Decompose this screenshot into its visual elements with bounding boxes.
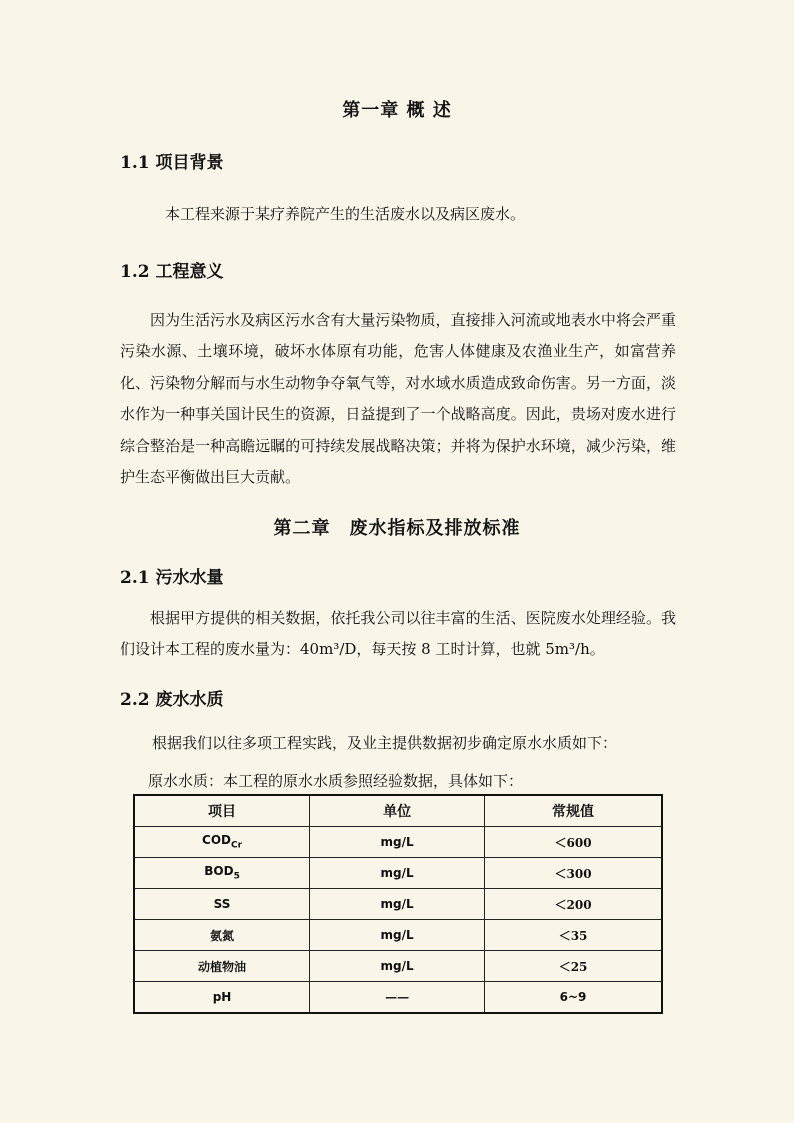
cell-value: 6~9 [485,982,662,1014]
section-1-2-title: 1.2 工程意义 [120,262,224,282]
table-row [134,951,662,982]
cell-unit: mg/L [310,889,485,920]
cell-unit: mg/L [310,858,485,889]
cell-value: ＜200 [485,889,662,920]
item-subscript: 5 [233,871,240,882]
section-2-1-title: 2.1 污水水量 [120,568,224,588]
table-row [134,827,662,858]
cell-unit: mg/L [310,951,485,982]
item-subscript: Cr [231,840,243,851]
section-2-1-paragraph [120,603,676,666]
section-1-2-paragraph [120,305,676,493]
cell-value: ＜300 [485,858,662,889]
cell-item: 动植物油 [134,951,310,982]
section-2-2-title: 2.2 废水水质 [120,690,224,710]
item-name: BOD [204,864,234,879]
cell-value: ＜600 [485,827,662,858]
section-1-1-text: 本工程来源于某疗养院产生的生活废水以及病区废水。 [165,205,526,223]
cell-item: pH [134,982,310,1014]
cell-unit: mg/L [310,827,485,858]
section-2-2-text: 根据我们以往多项工程实践，及业主提供数据初步确定原水水质如下： [152,734,618,752]
cell-unit: —— [310,982,485,1014]
cell-unit: mg/L [310,920,485,951]
chapter-1-title: 第一章 概 述 [342,100,452,121]
cell-item [134,858,310,889]
section-1-1-title: 1.1 项目背景 [120,153,224,173]
item-name: COD [202,833,231,848]
cell-value: ＜35 [485,920,662,951]
cell-item: SS [134,889,310,920]
section-2-1-text: 根据甲方提供的相关数据，依托我公司以往丰富的生活、医院废水处理经验。我们设计本工程的废水量为：40m³/D，每天按 8 工时计算，也就 5m³/h。 [120,609,676,659]
table-header-row [134,795,662,827]
header-unit: 单位 [310,795,485,827]
table-row [134,920,662,951]
cell-item: 氨氮 [134,920,310,951]
header-item: 项目 [134,795,310,827]
chapter-2-title: 第二章 废水指标及排放标准 [273,518,521,539]
section-1-2-text: 因为生活污水及病区污水含有大量污染物质，直接排入河流或地表水中将会严重污染水源、土壤环境，破坏水体原有功能，危害人体健康及农渔业生产，如富营养化、污染物分解而与水生动物争夺氧气等，对水域水质造成致命伤害。另一方面，淡水作为一种事关国计民生的资源，日益提到了一个战略高度。因此，贵场对废水进行综合整治是一种高瞻远瞩的可持续发展战略决策；并将为保护水环境，减少污染，维护生态平衡做出巨大贡献。 [120,311,676,487]
cell-item [134,827,310,858]
cell-value: ＜25 [485,951,662,982]
section-2-2-text-2: 原水水质：本工程的原水水质参照经验数据，具体如下： [148,772,524,790]
table-row [134,858,662,889]
water-quality-table [133,794,663,1014]
header-value: 常规值 [485,795,662,827]
table-row [134,982,662,1014]
table-row [134,889,662,920]
